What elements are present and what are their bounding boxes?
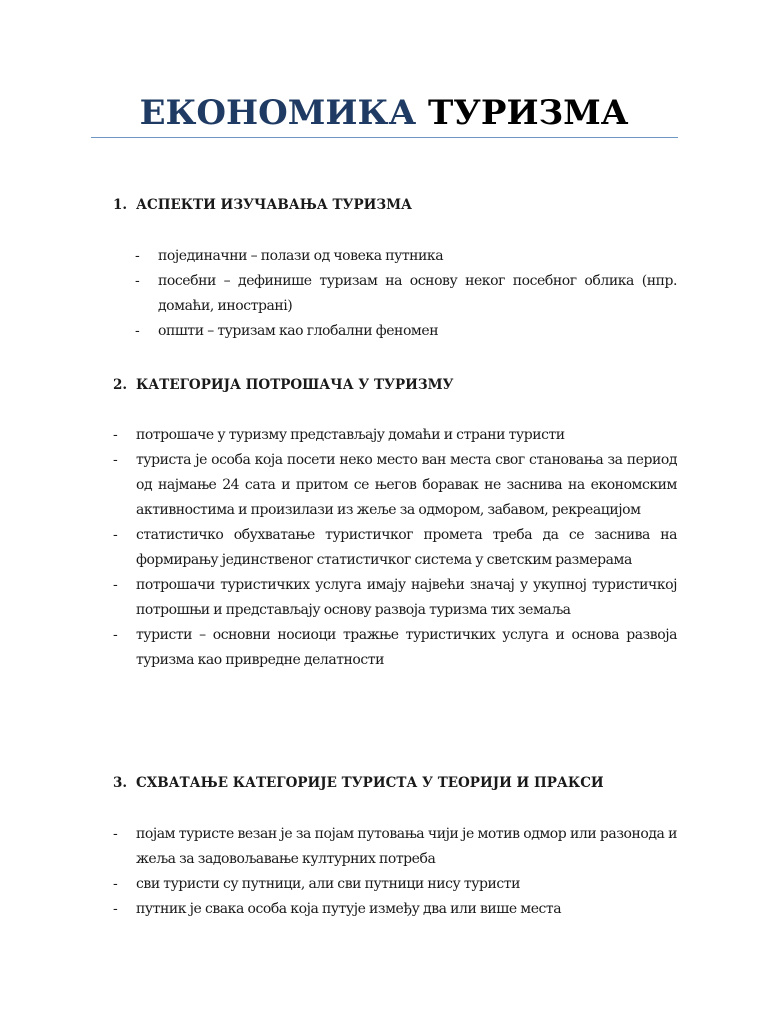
- bullet-dash: -: [113, 627, 118, 643]
- list-item-text: потрошаче у туризму представљају домаћи и страни туристи: [136, 427, 565, 443]
- list-item-text: путник је свака особа која путује између два или више места: [136, 901, 562, 917]
- title-divider: [91, 137, 678, 138]
- section-heading-2: [113, 373, 453, 398]
- list-item: [113, 448, 677, 523]
- page-title-part-2: ТУРИЗМА: [428, 93, 629, 133]
- section-heading-1: [113, 193, 412, 218]
- section-3-list: [113, 822, 677, 922]
- section-number: 2.: [113, 377, 128, 393]
- bullet-dash: -: [113, 577, 118, 593]
- section-number: 3.: [113, 775, 128, 791]
- bullet-dash: -: [113, 826, 118, 842]
- list-item: [135, 244, 677, 269]
- bullet-dash: -: [135, 323, 140, 339]
- list-item: [113, 573, 677, 623]
- list-item: [113, 423, 677, 448]
- bullet-dash: -: [113, 901, 118, 917]
- section-1-list: [135, 244, 677, 344]
- section-2-list: [113, 423, 677, 673]
- section-title: КАТЕГОРИЈА ПОТРОШАЧА У ТУРИЗМУ: [136, 377, 454, 393]
- list-item-text: туристи – основни носиоци тражње туристичких услуга и основа развоја туризма као привредне делатности: [136, 627, 677, 668]
- bullet-dash: -: [113, 876, 118, 892]
- bullet-dash: -: [113, 527, 118, 543]
- bullet-dash: -: [135, 273, 140, 289]
- list-item: [113, 897, 677, 922]
- list-item-text: појам туристе везан је за појам путовања чији је мотив одмор или разонода и жеља за задовољавање културних потреба: [136, 826, 677, 867]
- page-title-part-1: ЕКОНОМИКА: [139, 93, 417, 133]
- list-item-text: општи – туризам као глобални феномен: [158, 323, 439, 339]
- list-item-text: статистичко обухватање туристичког промета треба да се заснива на формирању јединственог статистичког система у светским размерама: [136, 527, 677, 568]
- bullet-dash: -: [135, 248, 140, 264]
- section-heading-3: [113, 771, 604, 796]
- list-item-text: посебни – дефинише туризам на основу неког посебног облика (нпр. домаћи, иностранi): [158, 273, 677, 314]
- list-item-text: појединачни – полази од човека путника: [158, 248, 444, 264]
- list-item: [135, 319, 677, 344]
- list-item: [113, 822, 677, 872]
- bullet-dash: -: [113, 427, 118, 443]
- list-item: [113, 523, 677, 573]
- page-title: [0, 91, 768, 135]
- list-item-text: сви туристи су путници, али сви путници нису туристи: [136, 876, 520, 892]
- section-title: АСПЕКТИ ИЗУЧАВАЊА ТУРИЗМА: [136, 197, 413, 213]
- list-item: [113, 872, 677, 897]
- list-item-text: потрошачи туристичких услуга имају највећи значај у укупној туристичкој потрошњи и представљају основу развоја туризма тих земаља: [136, 577, 677, 618]
- section-title: СХВАТАЊЕ КАТЕГОРИЈЕ ТУРИСТА У ТЕОРИЈИ И ПРАКСИ: [136, 775, 604, 791]
- bullet-dash: -: [113, 452, 118, 468]
- section-number: 1.: [113, 197, 128, 213]
- list-item: [135, 269, 677, 319]
- list-item-text: туриста је особа која посети неко место ван места свог становања за период од најмање 24 сата и притом се његов боравак не заснива на економским активностима и произилази из жеље за одмором, забавом, рекреацијом: [136, 452, 677, 518]
- list-item: [113, 623, 677, 673]
